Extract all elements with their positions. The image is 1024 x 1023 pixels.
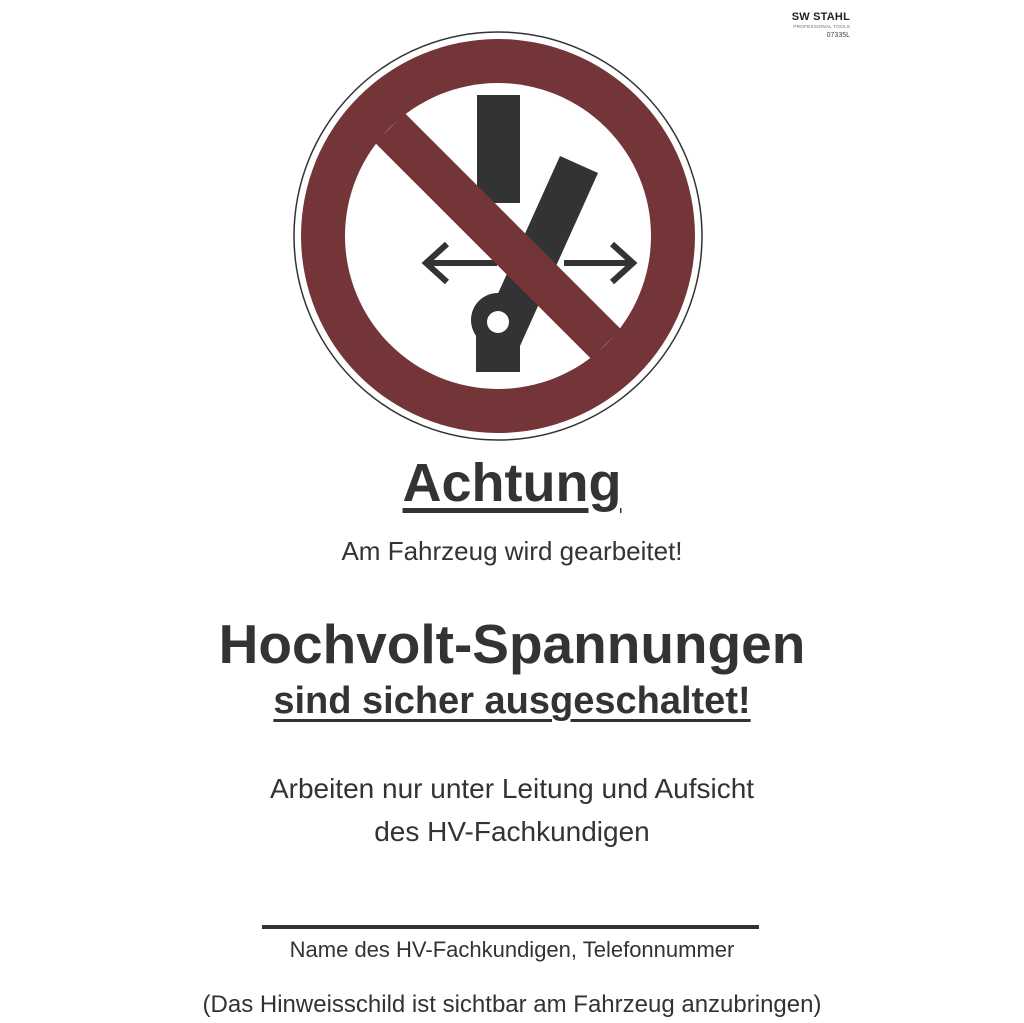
pivot-hole bbox=[487, 311, 509, 333]
signature-line bbox=[262, 925, 759, 929]
main-title: Hochvolt-Spannungen bbox=[218, 613, 806, 675]
warning-headline: Achtung bbox=[402, 453, 622, 513]
warning-subline: Am Fahrzeug wird gearbeitet! bbox=[341, 536, 683, 566]
body-line-1: Arbeiten nur unter Leitung und Aufsicht bbox=[269, 773, 755, 804]
placement-note: (Das Hinweisschild ist sichtbar am Fahrzeug anzubringen) bbox=[202, 991, 822, 1018]
body-line-2: des HV-Fachkundigen bbox=[374, 816, 650, 847]
prohibition-sign-icon bbox=[292, 30, 704, 442]
signature-label: Name des HV-Fachkundigen, Telefonnummer bbox=[289, 937, 735, 962]
brand-tagline: PROFESSIONAL TOOLS bbox=[793, 24, 850, 29]
brand-logo bbox=[760, 12, 850, 39]
main-subtitle: sind sicher ausgeschaltet! bbox=[273, 680, 751, 722]
product-code: 07335L bbox=[826, 31, 850, 39]
switch-contact-bar bbox=[477, 95, 520, 203]
brand-name: SW STAHL bbox=[791, 11, 850, 23]
